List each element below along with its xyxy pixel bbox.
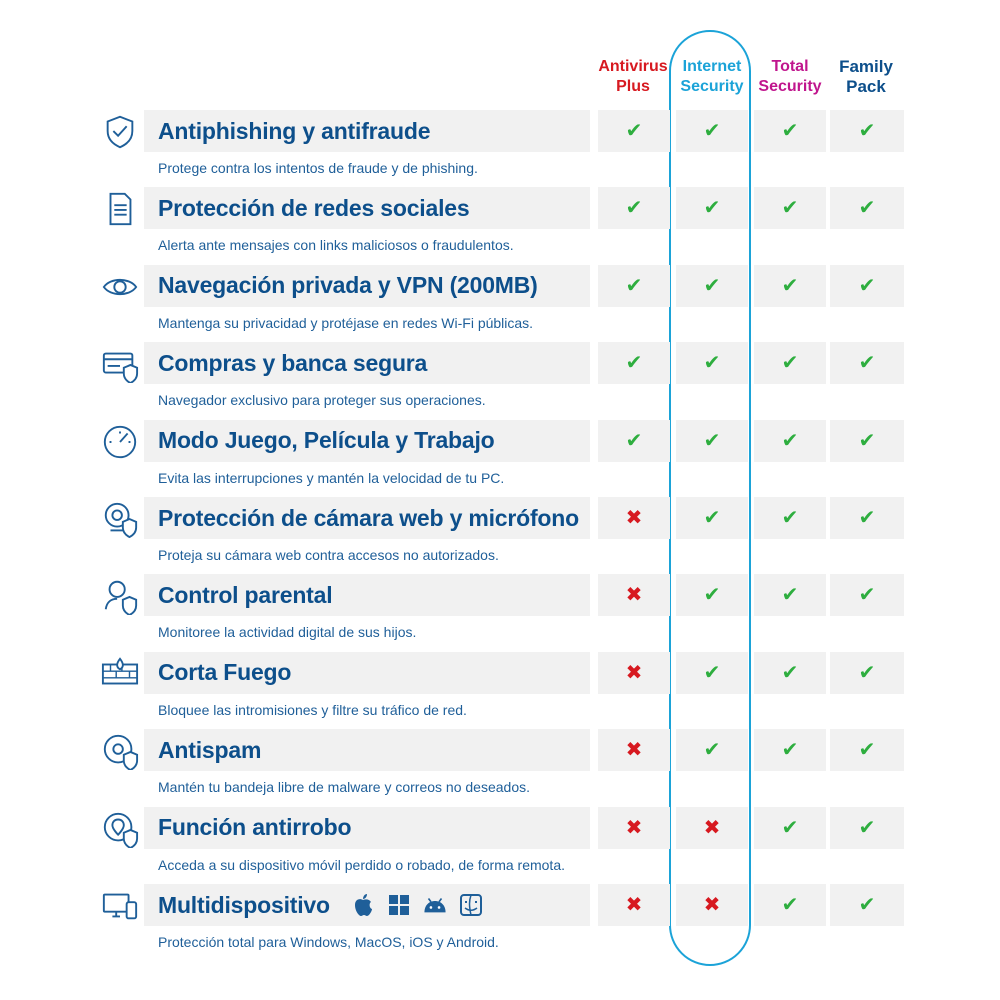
check-icon: ✔ xyxy=(858,894,876,916)
feature-title: Protección de redes sociales xyxy=(158,194,470,221)
check-icon: ✔ xyxy=(781,739,799,762)
check-icon: ✔ xyxy=(703,352,721,375)
feature-description: Navegador exclusivo para proteger sus operaciones. xyxy=(158,392,486,409)
table-cell xyxy=(676,652,748,694)
feature-title-bar xyxy=(144,652,590,694)
table-cell xyxy=(754,884,826,926)
feature-title: Modo Juego, Película y Trabajo xyxy=(158,427,495,454)
os-icons xyxy=(350,892,484,923)
check-icon: ✔ xyxy=(781,584,799,607)
check-icon: ✔ xyxy=(858,739,876,762)
feature-description: Mantenga su privacidad y protéjase en redes Wi-Fi públicas. xyxy=(158,314,534,331)
table-cell xyxy=(754,807,826,849)
check-icon: ✔ xyxy=(858,584,876,607)
windows-icon xyxy=(386,892,412,923)
table-cell xyxy=(830,187,904,229)
check-icon: ✔ xyxy=(858,352,876,375)
check-icon: ✔ xyxy=(703,429,721,452)
table-cell xyxy=(676,420,748,462)
table-cell xyxy=(754,574,826,616)
table-cell xyxy=(830,807,904,849)
feature-title-bar xyxy=(144,729,590,771)
feature-title: Multidispositivo xyxy=(158,891,330,918)
card-shield-icon xyxy=(98,342,142,386)
finder-icon xyxy=(458,892,484,923)
table-cell xyxy=(676,884,748,926)
feature-description: Alerta ante mensajes con links maliciosos o fraudulentos. xyxy=(158,237,514,254)
shield-check-icon xyxy=(98,110,142,154)
check-icon: ✔ xyxy=(703,507,721,529)
table-row xyxy=(0,884,1000,961)
check-icon: ✔ xyxy=(781,894,799,916)
table-row xyxy=(0,265,1000,342)
cross-icon: ✖ xyxy=(625,584,643,607)
check-icon: ✔ xyxy=(625,274,643,297)
cross-icon: ✖ xyxy=(703,894,721,916)
table-cell xyxy=(754,265,826,307)
check-icon: ✔ xyxy=(625,120,643,142)
child-shield-icon xyxy=(98,574,142,618)
feature-title-bar xyxy=(144,187,590,229)
check-icon: ✔ xyxy=(858,274,876,297)
table-cell xyxy=(830,342,904,384)
cross-icon: ✖ xyxy=(625,661,643,684)
table-cell xyxy=(598,187,670,229)
check-icon: ✔ xyxy=(781,120,799,142)
check-icon: ✔ xyxy=(781,429,799,452)
check-icon: ✔ xyxy=(703,120,721,142)
check-icon: ✔ xyxy=(625,197,643,220)
check-icon: ✔ xyxy=(703,739,721,762)
document-icon xyxy=(98,187,142,231)
feature-description: Protege contra los intentos de fraude y de phishing. xyxy=(158,160,478,176)
devices-icon xyxy=(98,884,142,928)
table-cell xyxy=(830,265,904,307)
table-cell xyxy=(830,497,904,539)
feature-description: Protección total para Windows, MacOS, iOS y Android. xyxy=(158,934,499,950)
table-cell xyxy=(830,574,904,616)
table-row xyxy=(0,342,1000,419)
check-icon: ✔ xyxy=(703,197,721,220)
table-cell xyxy=(830,110,904,152)
table-cell xyxy=(676,265,748,307)
table-cell xyxy=(754,420,826,462)
at-shield-icon xyxy=(98,729,142,773)
table-cell xyxy=(830,884,904,926)
table-cell xyxy=(754,342,826,384)
table-row xyxy=(0,497,1000,574)
table-cell xyxy=(830,652,904,694)
column-header-total-security: Total Security xyxy=(758,58,822,95)
feature-title-bar xyxy=(144,110,590,152)
table-cell xyxy=(676,497,748,539)
column-header-family-pack: Family Pack xyxy=(839,57,893,96)
check-icon: ✔ xyxy=(703,584,721,607)
table-cell xyxy=(676,574,748,616)
table-cell xyxy=(676,342,748,384)
eye-icon xyxy=(98,265,142,309)
feature-title-bar xyxy=(144,265,590,307)
feature-title-bar xyxy=(144,342,590,384)
speedometer-icon xyxy=(98,420,142,464)
table-cell xyxy=(754,110,826,152)
feature-title: Antiphishing y antifraude xyxy=(158,117,431,144)
table-cell xyxy=(598,342,670,384)
table-cell xyxy=(830,420,904,462)
check-icon: ✔ xyxy=(858,816,876,839)
location-shield-icon xyxy=(98,807,142,851)
check-icon: ✔ xyxy=(703,661,721,684)
table-row xyxy=(0,420,1000,497)
table-cell xyxy=(676,187,748,229)
feature-description: Monitoree la actividad digital de sus hijos. xyxy=(158,624,417,641)
table-cell xyxy=(676,110,748,152)
feature-title-bar xyxy=(144,574,590,616)
check-icon: ✔ xyxy=(625,429,643,452)
table-cell xyxy=(598,420,670,462)
table-cell xyxy=(598,574,670,616)
feature-title: Protección de cámara web y micrófono xyxy=(158,504,579,531)
table-cell xyxy=(598,110,670,152)
cross-icon: ✖ xyxy=(625,507,643,529)
check-icon: ✔ xyxy=(625,352,643,375)
table-row xyxy=(0,187,1000,264)
feature-title: Compras y banca segura xyxy=(158,349,428,376)
android-icon xyxy=(422,892,448,923)
check-icon: ✔ xyxy=(858,429,876,452)
check-icon: ✔ xyxy=(858,661,876,684)
check-icon: ✔ xyxy=(858,197,876,220)
feature-title: Corta Fuego xyxy=(158,659,292,686)
check-icon: ✔ xyxy=(781,352,799,375)
table-cell xyxy=(598,652,670,694)
feature-description: Proteja su cámara web contra accesos no autorizados. xyxy=(158,547,499,563)
feature-title: Control parental xyxy=(158,581,333,608)
check-icon: ✔ xyxy=(703,274,721,297)
check-icon: ✔ xyxy=(781,507,799,529)
table-cell xyxy=(598,265,670,307)
check-icon: ✔ xyxy=(781,197,799,220)
table-cell xyxy=(676,807,748,849)
column-header-antivirus-plus: Antivirus Plus xyxy=(598,58,668,95)
table-row xyxy=(0,807,1000,884)
webcam-shield-icon xyxy=(98,497,142,541)
check-icon: ✔ xyxy=(858,120,876,142)
feature-description: Acceda a su dispositivo móvil perdido o robado, de forma remota. xyxy=(158,856,565,873)
firewall-icon xyxy=(98,652,142,696)
feature-description: Bloquee las intromisiones y filtre su tráfico de red. xyxy=(158,701,467,718)
check-icon: ✔ xyxy=(781,274,799,297)
cross-icon: ✖ xyxy=(625,894,643,916)
table-cell xyxy=(754,729,826,771)
table-cell xyxy=(676,729,748,771)
table-cell xyxy=(598,807,670,849)
table-row xyxy=(0,652,1000,729)
feature-title-bar xyxy=(144,497,590,539)
feature-title: Navegación privada y VPN (200MB) xyxy=(158,272,538,299)
table-row xyxy=(0,729,1000,806)
feature-description: Evita las interrupciones y mantén la velocidad de tu PC. xyxy=(158,469,505,486)
cross-icon: ✖ xyxy=(625,816,643,839)
column-header-internet-security: Internet Security xyxy=(680,58,744,95)
table-cell xyxy=(754,187,826,229)
table-cell xyxy=(830,729,904,771)
table-cell xyxy=(754,652,826,694)
check-icon: ✔ xyxy=(858,507,876,529)
table-row xyxy=(0,110,1000,187)
check-icon: ✔ xyxy=(781,816,799,839)
check-icon: ✔ xyxy=(781,661,799,684)
table-cell xyxy=(754,497,826,539)
feature-title-bar xyxy=(144,807,590,849)
table-cell xyxy=(598,729,670,771)
table-row xyxy=(0,574,1000,651)
feature-description: Mantén tu bandeja libre de malware y correos no deseados. xyxy=(158,779,530,796)
cross-icon: ✖ xyxy=(703,816,721,839)
feature-title-bar xyxy=(144,420,590,462)
cross-icon: ✖ xyxy=(625,739,643,762)
apple-icon xyxy=(350,892,376,923)
table-cell xyxy=(598,884,670,926)
feature-title: Función antirrobo xyxy=(158,814,352,841)
feature-title: Antispam xyxy=(158,736,262,763)
table-cell xyxy=(598,497,670,539)
